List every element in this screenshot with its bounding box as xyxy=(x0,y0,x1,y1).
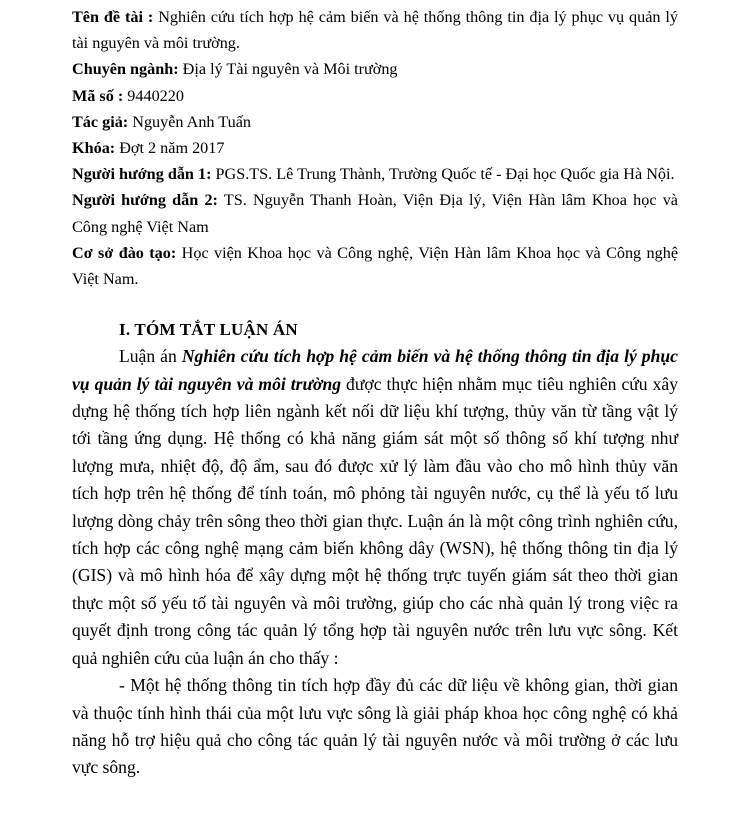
meta-code-value: 9440220 xyxy=(123,86,184,105)
meta-topic-value: Nghiên cứu tích hợp hệ cảm biến và hệ thống thông tin địa lý phục vụ quản lý tài nguyên và môi trường. xyxy=(72,8,678,53)
meta-code-label: Mã số : xyxy=(72,86,124,105)
meta-advisor-1-label: Người hướng dẫn 1: xyxy=(72,165,212,184)
summary-thesis-title: Nghiên cứu tích hợp hệ cảm biến và hệ thống thông tin địa lý phục vụ quản lý tài nguyên và môi trường xyxy=(72,346,678,394)
meta-code xyxy=(72,83,678,109)
result-bullet-1: - Một hệ thống thông tin tích hợp đầy đủ các dữ liệu về không gian, thời gian và thuộc tính hình thái của một lưu vực sông là giải pháp khoa học công nghệ có khả năng hỗ trợ hiệu quả cho công tác quản lý tài nguyên nước và môi trường ở các lưu vực sông. xyxy=(72,675,678,778)
meta-institution xyxy=(72,240,678,292)
meta-author-label: Tác giả: xyxy=(72,112,129,131)
meta-course-value: Đợt 2 năm 2017 xyxy=(115,139,225,158)
section-body xyxy=(72,343,678,782)
meta-topic xyxy=(72,4,678,56)
meta-advisor-2-value: TS. Nguyễn Thanh Hoàn, Viện Địa lý, Viện Hàn lâm Khoa học và Công nghệ Việt Nam xyxy=(72,191,678,236)
meta-advisor-2-label: Người hướng dẫn 2: xyxy=(72,191,218,210)
summary-lead: Luận án xyxy=(119,346,182,367)
meta-institution-value: Học viện Khoa học và Công nghệ, Viện Hàn lâm Khoa học và Công nghệ Việt Nam. xyxy=(72,243,679,289)
meta-advisor-1 xyxy=(72,161,678,187)
meta-author xyxy=(72,109,678,135)
thesis-metadata xyxy=(72,0,678,292)
meta-major-label: Chuyên ngành: xyxy=(72,60,179,79)
meta-course xyxy=(72,135,678,161)
section-heading: I. TÓM TẮT LUẬN ÁN xyxy=(119,320,298,340)
meta-course-label: Khóa: xyxy=(72,139,116,158)
meta-institution-label: Cơ sở đào tạo: xyxy=(72,243,177,262)
meta-advisor-1-value: PGS.TS. Lê Trung Thành, Trường Quốc tế - Đại học Quốc gia Hà Nội. xyxy=(211,165,675,184)
meta-author-value: Nguyễn Anh Tuấn xyxy=(128,112,251,131)
meta-advisor-2 xyxy=(72,187,678,239)
summary-paragraph xyxy=(72,343,678,672)
meta-major-value: Địa lý Tài nguyên và Môi trường xyxy=(178,60,398,79)
meta-topic-label: Tên đề tài : xyxy=(72,8,154,26)
meta-major xyxy=(72,56,678,82)
summary-text: được thực hiện nhằm mục tiêu nghiên cứu xây dựng hệ thống tích hợp liên ngành kết nối dữ liệu khí tượng, thủy văn từ tầng vật lý tới tầng ứng dụng. Hệ thống có khả năng giám sát một số thông số khí tượng như lượng mưa, nhiệt độ, độ ẩm, sau đó được xử lý làm đầu vào cho mô hình thủy văn tích hợp trên hệ thống để tính toán, mô phỏng tài nguyên nước, cụ thể là yếu tố lưu lượng dòng chảy trên sông theo thời gian thực. Luận án là một công trình nghiên cứu, tích hợp các công nghệ mạng cảm biến không dây (WSN), hệ thống thông tin địa lý (GIS) và mô hình hóa để xây dựng một hệ thống trực tuyến giám sát theo thời gian thực một số yếu tố tài nguyên và môi trường, giúp cho các nhà quản lý trong việc ra quyết định trong công tác quản lý tổng hợp tài nguyên nước trên lưu vực sông. Kết quả nghiên cứu của luận án cho thấy : xyxy=(72,373,678,668)
